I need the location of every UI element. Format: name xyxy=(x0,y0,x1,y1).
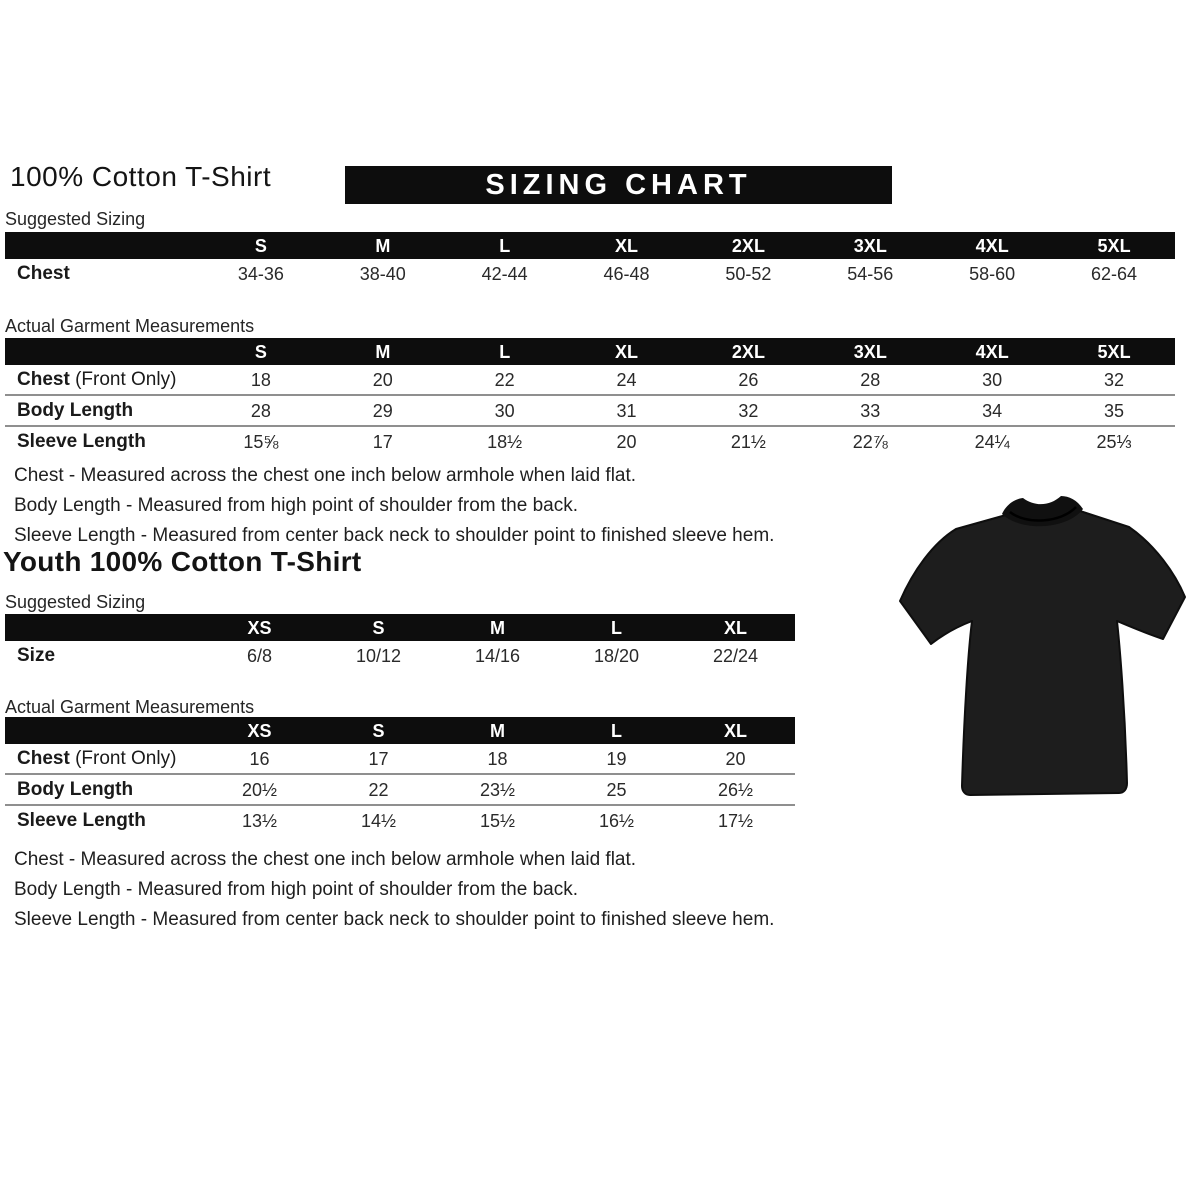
adult-measurement-notes xyxy=(14,461,774,551)
value-cell-sleeve-length-s: 15⅝ xyxy=(243,431,279,452)
row-label-text: Chest xyxy=(17,368,70,390)
value-cell-chest-l: 42-44 xyxy=(481,263,528,284)
youth-measurement-notes xyxy=(14,845,774,935)
value-cell-size-m: 14/16 xyxy=(474,645,521,666)
table-row-chest xyxy=(5,365,1175,396)
value-cell-body-length-m: 23½ xyxy=(479,779,516,800)
row-label-text: Chest xyxy=(17,747,70,769)
column-header-xl: XL xyxy=(615,341,639,362)
value-cell-body-length-l: 30 xyxy=(494,400,515,421)
value-cell-chest-s: 18 xyxy=(250,369,271,390)
value-cell-chest-5xl: 62-64 xyxy=(1091,263,1138,284)
table-row-chest xyxy=(5,744,795,775)
page-title: 100% Cotton T-Shirt xyxy=(10,161,272,192)
value-cell-chest-2xl: 50-52 xyxy=(725,263,772,284)
value-cell-chest-2xl: 26 xyxy=(738,369,759,390)
row-label-chest xyxy=(5,369,200,391)
column-header-2xl: 2XL xyxy=(731,235,765,256)
column-header-xs: XS xyxy=(247,720,272,741)
black-tshirt-image xyxy=(893,487,1193,805)
row-label-text: Sleeve Length xyxy=(17,430,146,452)
row-label-text: Body Length xyxy=(17,778,134,800)
value-cell-body-length-4xl: 34 xyxy=(982,400,1003,421)
value-cell-chest-s: 17 xyxy=(368,748,389,769)
column-header-m: M xyxy=(490,720,505,741)
value-cell-chest-m: 20 xyxy=(372,369,393,390)
value-cell-sleeve-length-3xl: 22⅞ xyxy=(852,431,888,452)
row-label-text: Size xyxy=(17,644,56,666)
row-label-body-length xyxy=(5,400,200,422)
value-cell-chest-l: 22 xyxy=(494,369,515,390)
column-header-3xl: 3XL xyxy=(853,235,887,256)
table-row-body-length xyxy=(5,396,1175,427)
value-cell-size-xl: 22/24 xyxy=(712,645,759,666)
value-cell-chest-m: 18 xyxy=(487,748,508,769)
table-row-sleeve-length xyxy=(5,806,795,835)
row-label-sleeve-length xyxy=(5,431,200,453)
value-cell-body-length-5xl: 35 xyxy=(1104,400,1125,421)
value-cell-sleeve-length-l: 16½ xyxy=(598,810,635,831)
value-cell-sleeve-length-xl: 17½ xyxy=(717,810,754,831)
value-cell-body-length-m: 29 xyxy=(372,400,393,421)
column-header-4xl: 4XL xyxy=(975,341,1009,362)
adult-suggested-sizing-table xyxy=(5,232,1175,288)
value-cell-chest-3xl: 54-56 xyxy=(847,263,894,284)
row-label-chest xyxy=(5,263,200,285)
value-cell-chest-xs: 16 xyxy=(249,748,270,769)
note-line: Chest - Measured across the chest one inch below armhole when laid flat. xyxy=(14,849,637,870)
value-cell-chest-xl: 46-48 xyxy=(603,263,650,284)
youth-suggested-sizing-table xyxy=(5,614,795,670)
adult-actual-measurements-table xyxy=(5,338,1175,456)
value-cell-body-length-3xl: 33 xyxy=(860,400,881,421)
youth-actual-measurements-label: Actual Garment Measurements xyxy=(5,697,255,717)
value-cell-sleeve-length-s: 14½ xyxy=(360,810,397,831)
black-tshirt-icon xyxy=(893,487,1193,805)
column-header-l: L xyxy=(499,341,511,362)
value-cell-chest-s: 34-36 xyxy=(237,263,284,284)
column-header-s: S xyxy=(254,341,267,362)
table-row-chest xyxy=(5,259,1175,288)
column-header-5xl: 5XL xyxy=(1097,235,1131,256)
adult-suggested-sizing-label: Suggested Sizing xyxy=(5,209,146,229)
value-cell-body-length-xs: 20½ xyxy=(241,779,278,800)
value-cell-body-length-s: 22 xyxy=(368,779,389,800)
value-cell-sleeve-length-m: 15½ xyxy=(479,810,516,831)
row-label-text: Body Length xyxy=(17,399,134,421)
row-label-size xyxy=(5,645,200,667)
value-cell-sleeve-length-5xl: 25⅓ xyxy=(1096,431,1132,452)
column-header-xs: XS xyxy=(247,617,272,638)
value-cell-body-length-2xl: 32 xyxy=(738,400,759,421)
value-cell-body-length-xl: 26½ xyxy=(717,779,754,800)
column-header-l: L xyxy=(499,235,511,256)
sizing-chart-banner xyxy=(345,166,892,204)
value-cell-sleeve-length-xs: 13½ xyxy=(241,810,278,831)
note-line: Body Length - Measured from high point of shoulder from the back. xyxy=(14,879,578,900)
table-header-row xyxy=(5,338,1175,365)
value-cell-chest-l: 19 xyxy=(606,748,627,769)
value-cell-sleeve-length-4xl: 24¼ xyxy=(974,431,1010,452)
note-line: Body Length - Measured from high point of shoulder from the back. xyxy=(14,495,578,516)
value-cell-chest-xl: 20 xyxy=(725,748,746,769)
row-label-chest xyxy=(5,748,200,770)
sizing-chart-banner-text: SIZING CHART xyxy=(485,168,752,201)
note-line: Chest - Measured across the chest one inch below armhole when laid flat. xyxy=(14,465,637,486)
value-cell-size-s: 10/12 xyxy=(355,645,402,666)
value-cell-chest-4xl: 58-60 xyxy=(969,263,1016,284)
column-header-s: S xyxy=(372,720,385,741)
column-header-m: M xyxy=(375,341,391,362)
table-header-row xyxy=(5,232,1175,259)
value-cell-chest-xl: 24 xyxy=(616,369,637,390)
column-header-5xl: 5XL xyxy=(1097,341,1131,362)
value-cell-sleeve-length-m: 17 xyxy=(372,431,393,452)
note-line: Sleeve Length - Measured from center back neck to shoulder point to finished sleeve hem. xyxy=(14,525,775,546)
value-cell-sleeve-length-xl: 20 xyxy=(616,431,637,452)
row-label-note: (Front Only) xyxy=(69,747,177,769)
row-label-body-length xyxy=(5,779,200,801)
column-header-m: M xyxy=(490,617,505,638)
value-cell-body-length-l: 25 xyxy=(606,779,627,800)
column-header-m: M xyxy=(375,235,391,256)
row-label-text: Sleeve Length xyxy=(17,809,146,831)
value-cell-body-length-xl: 31 xyxy=(616,400,637,421)
row-label-text: Chest xyxy=(17,262,70,284)
youth-suggested-sizing-label: Suggested Sizing xyxy=(5,592,146,612)
note-line: Sleeve Length - Measured from center back neck to shoulder point to finished sleeve hem. xyxy=(14,909,775,930)
value-cell-sleeve-length-2xl: 21½ xyxy=(730,431,766,452)
table-row-sleeve-length xyxy=(5,427,1175,456)
value-cell-size-l: 18/20 xyxy=(593,645,640,666)
value-cell-chest-5xl: 32 xyxy=(1104,369,1125,390)
column-header-l: L xyxy=(611,720,622,741)
column-header-xl: XL xyxy=(615,235,639,256)
column-header-xl: XL xyxy=(723,617,747,638)
value-cell-size-xs: 6/8 xyxy=(246,645,273,666)
column-header-xl: XL xyxy=(723,720,747,741)
table-row-size xyxy=(5,641,795,670)
column-header-3xl: 3XL xyxy=(853,341,887,362)
column-header-l: L xyxy=(611,617,622,638)
column-header-s: S xyxy=(372,617,385,638)
row-label-note: (Front Only) xyxy=(69,368,177,390)
value-cell-chest-m: 38-40 xyxy=(359,263,406,284)
column-header-4xl: 4XL xyxy=(975,235,1009,256)
row-label-sleeve-length xyxy=(5,810,200,832)
table-header-row xyxy=(5,717,795,744)
column-header-2xl: 2XL xyxy=(731,341,765,362)
youth-page-title: Youth 100% Cotton T-Shirt xyxy=(3,546,362,577)
adult-actual-measurements-label: Actual Garment Measurements xyxy=(5,316,255,336)
value-cell-sleeve-length-l: 18½ xyxy=(487,431,523,452)
column-header-s: S xyxy=(254,235,267,256)
table-header-row xyxy=(5,614,795,641)
value-cell-body-length-s: 28 xyxy=(250,400,271,421)
value-cell-chest-4xl: 30 xyxy=(982,369,1003,390)
table-row-body-length xyxy=(5,775,795,806)
youth-actual-measurements-table xyxy=(5,717,795,835)
value-cell-chest-3xl: 28 xyxy=(860,369,881,390)
